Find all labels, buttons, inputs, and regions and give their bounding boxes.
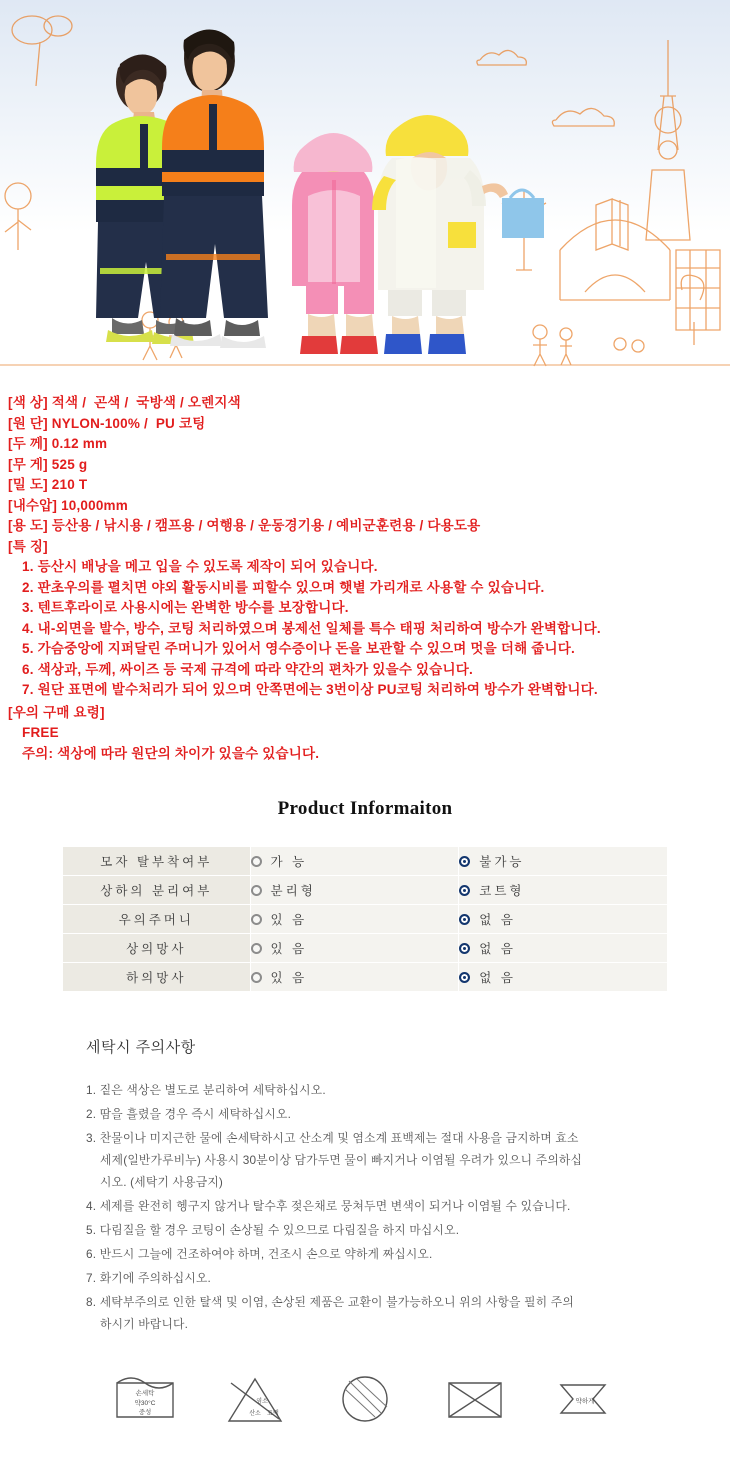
list-item [86,1243,644,1265]
care-text: 8. 세탁부주의로 인한 탈색 및 이염, 손상된 제품은 교환이 불가능하오니 위의 사항을 필히 주의 [86,1295,574,1309]
care-text-cont: 세제(일반가루비누) 사용시 30분이상 담가두면 물이 빠지거나 이염될 우려가 있으니 주의하십 [100,1153,583,1167]
radio-icon-selected[interactable] [459,914,470,925]
care-text: 2. 땀을 흘렸을 경우 즉시 세탁하십시오. [86,1107,292,1121]
list-item [86,1127,644,1193]
feature-item: 3. 텐트후라이로 사용시에는 완벽한 방수를 보장합니다. [22,600,349,615]
radio-icon[interactable] [251,972,262,983]
option-label: 없 음 [479,913,516,927]
care-text: 3. 찬물이나 미지근한 물에 손세탁하시고 산소계 및 염소계 표백제는 절대 사용을 금지하며 효소 [86,1131,579,1145]
row-option-2[interactable] [459,847,668,876]
radio-icon[interactable] [251,856,262,867]
care-text: 1. 짙은 색상은 별도로 분리하여 세탁하십시오. [86,1083,326,1097]
feature-item: 1. 등산시 배낭을 메고 입을 수 있도록 제작이 되어 있습니다. [22,559,378,574]
row-label: 상하의 분리여부 [63,876,251,905]
spec-line: [색 상] 적색 / 곤색 / 국방색 / 오렌지색 [8,395,241,410]
symbol-line2: 약30°C [134,1400,156,1407]
care-symbols-row [0,1337,730,1463]
spec-line: [용 도] 등산용 / 낚시용 / 캠프용 / 여행용 / 운동경기용 / 예비군훈련용 / 다용도용 [8,518,481,533]
radio-icon-selected[interactable] [459,943,470,954]
radio-icon-selected[interactable] [459,856,470,867]
row-option-2[interactable] [459,934,668,963]
option-label: 불가능 [479,855,525,869]
table-row [63,847,668,876]
wash-care-list [86,1079,644,1335]
row-option-2[interactable] [459,905,668,934]
list-item [86,1079,644,1101]
hero-image [0,0,730,375]
feature-item: 5. 가슴중앙에 지퍼달린 주머니가 있어서 영수증이나 돈을 보관할 수 있으며 멋을 더해 줍니다. [22,641,575,656]
option-label: 있 음 [270,971,308,985]
list-item [86,1103,644,1125]
row-label: 모자 탈부착여부 [63,847,251,876]
spec-line: [밀 도] 210 T [8,477,88,492]
list-item [86,1267,644,1289]
no-bleach-symbol [217,1367,293,1429]
wring-weak-symbol [547,1367,623,1429]
spec-line: [원 단] NYLON-100% / PU 코팅 [8,415,206,431]
feature-item: 4. 내-외면을 발수, 방수, 코팅 처리하였으며 봉제선 일체를 특수 태핑 처리하여 방수가 완벽합니다. [22,620,601,636]
row-option-2[interactable] [459,876,668,905]
row-label: 하의망사 [63,963,251,992]
symbol-line3: 중성 [138,1409,152,1416]
care-text-cont: 하시기 바랍니다. [100,1317,189,1331]
care-text: 5. 다림질을 할 경우 코팅이 손상될 수 있으므로 다림질을 하지 마십시오. [86,1223,460,1237]
symbol-line1: 염소 [256,1399,268,1405]
option-label: 없 음 [479,942,516,956]
care-text: 7. 화기에 주의하십시오. [86,1271,212,1285]
spec-text-block [0,375,730,764]
option-label: 없 음 [479,971,516,985]
symbol-line2: 산소 [249,1411,261,1417]
row-option-2[interactable] [459,963,668,992]
spec-line: [두 께] 0.12 mm [8,436,108,451]
list-item [86,1195,644,1217]
option-label: 있 음 [270,942,308,956]
care-text: 4. 세제를 완전히 헹구지 않거나 탈수후 젖은채로 뭉쳐두면 변색이 되거나 이염될 수 있습니다. [86,1199,571,1213]
spec-line: [특 징] [8,538,48,554]
table-row [63,876,668,905]
row-label: 상의망사 [63,934,251,963]
spec-line: [무 게] 525 g [8,456,88,472]
hand-wash-symbol [107,1367,183,1429]
row-label: 우의주머니 [63,905,251,934]
feature-item: 7. 원단 표면에 발수처리가 되어 있으며 안쪽면에는 3번이상 PU코팅 처리하여 방수가 완벽합니다. [22,682,598,697]
row-option-1[interactable] [250,934,459,963]
list-item [86,1219,644,1241]
table-row [63,934,668,963]
row-option-1[interactable] [250,905,459,934]
radio-icon[interactable] [251,943,262,954]
spec-line: [내수압] 10,000mm [8,497,128,513]
product-information-title: Product Informaiton [277,798,453,819]
feature-item: 6. 색상과, 두께, 싸이즈 등 국제 규격에 따라 약간의 편차가 있을수 있습니다. [22,661,473,677]
product-information-table-wrapper [0,846,730,992]
option-label: 코트형 [479,884,525,898]
no-iron-symbol [437,1367,513,1429]
product-information-table [62,846,668,992]
radio-icon-selected[interactable] [459,972,470,983]
option-label: 있 음 [270,913,308,927]
radio-icon[interactable] [251,914,262,925]
symbol-line1: 손세탁 [135,1390,155,1397]
wash-care-title: 세탁시 주의사항 [86,1039,196,1056]
table-row [63,905,668,934]
feature-item: 2. 판초우의를 펼치면 야외 활동시비를 피할수 있으며 햇볕 가리개로 사용할 수 있습니다. [22,579,545,595]
radio-icon-selected[interactable] [459,885,470,896]
symbol-line1: 약하게 [575,1398,595,1405]
row-option-1[interactable] [250,963,459,992]
care-text: 6. 반드시 그늘에 건조하여야 하며, 건조시 손으로 약하게 짜십시오. [86,1247,433,1261]
buy-guide-size: FREE [22,725,59,740]
row-option-1[interactable] [250,876,459,905]
wash-care-section [0,992,730,1335]
radio-icon[interactable] [251,885,262,896]
row-option-1[interactable] [250,847,459,876]
shade-dry-symbol [327,1367,403,1429]
option-label: 가 능 [270,855,308,869]
symbol-line3: 표백 [267,1411,279,1417]
buy-guide-note: 주의: 색상에 따라 원단의 차이가 있을수 있습니다. [22,745,320,761]
option-label: 분리형 [270,884,316,898]
buy-guide-title: [우의 구매 요령] [8,704,105,720]
care-text-cont: 시오. (세탁기 사용금지) [100,1175,224,1189]
list-item [86,1291,644,1335]
table-row [63,963,668,992]
raincoat-models-photo [0,0,730,375]
